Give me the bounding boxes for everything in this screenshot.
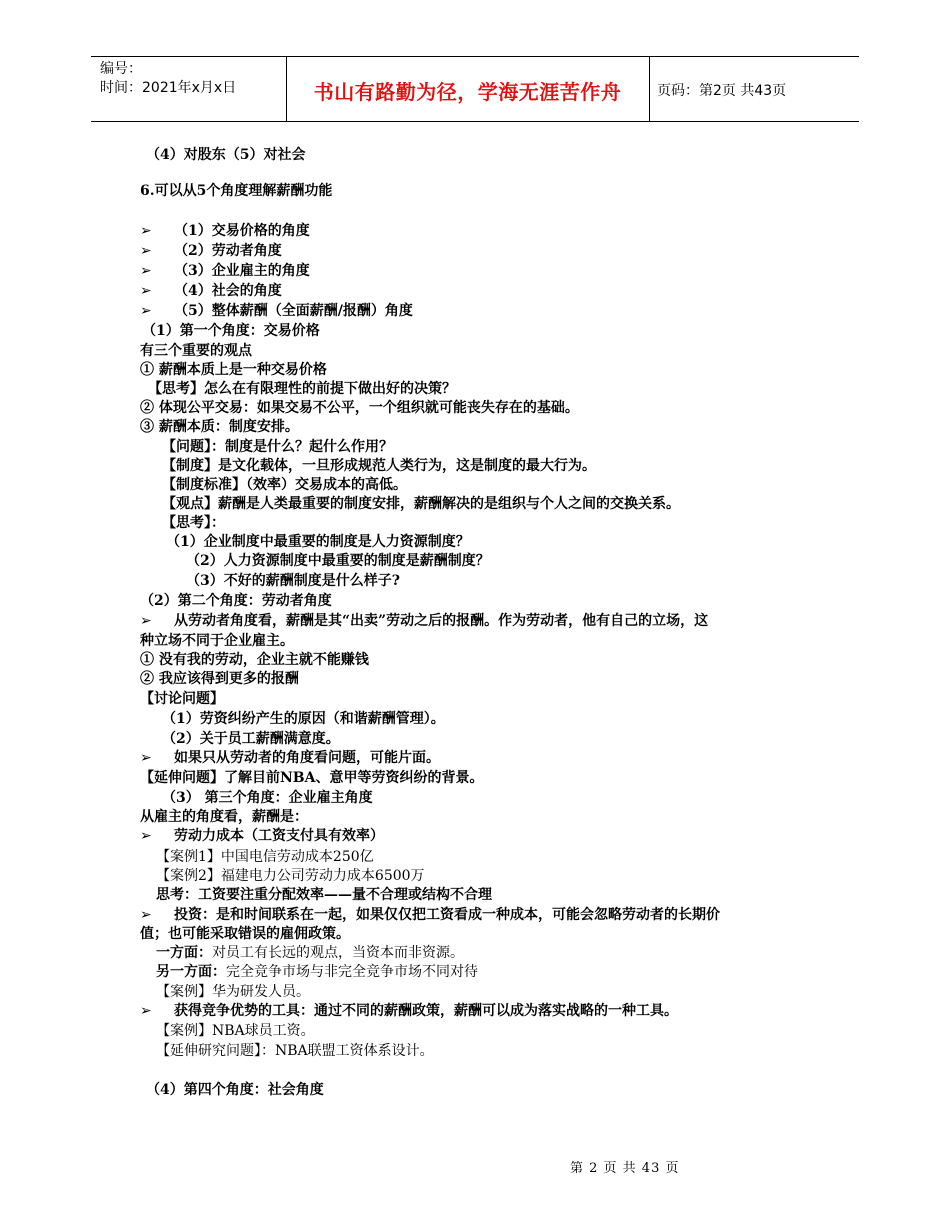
text-line: （2）人力资源制度中最重要的制度是薪酬制度？ [186,553,490,569]
bullet-item: ➢ 获得竞争优势的工具：通过不同的薪酬政策，薪酬可以成为落实战略的一种工具。 [140,1003,678,1019]
text-line: 【思考】： [162,515,225,531]
text-line: 一方面：对员工有长远的观点，当资本而非资源。 [156,945,464,961]
text-line: 【案例】华为研发人员。 [156,984,310,1000]
text-line: （1）第一个角度：交易价格 [142,323,320,339]
arrow-bullet-icon: ➢ [140,223,152,239]
text-line: （1）企业制度中最重要的制度是人力资源制度？ [166,534,470,550]
arrow-bullet-icon: ➢ [140,283,152,299]
text-line: ② 我应该得到更多的报酬 [140,671,299,687]
text-line: 另一方面：完全竞争市场与非完全竞争市场不同对待 [156,964,478,980]
bullet-item: ➢ 劳动力成本（工资支付具有效率） [140,828,384,844]
header-meta [100,60,236,98]
text-line: 值；也可能采取错误的雇佣政策。 [140,926,350,942]
header-rule-top [91,56,859,57]
arrow-bullet-icon: ➢ [140,263,152,279]
header-page-code: 页码：第2页 共43页 [657,83,787,99]
arrow-bullet-icon: ➢ [140,828,152,844]
text-line: 【案例1】中国电信劳动成本250亿 [156,849,374,865]
text-line: 【案例】NBA球员工资。 [156,1023,315,1039]
text-line: ② 体现公平交易：如果交易不公平，一个组织就可能丧失存在的基础。 [140,400,579,416]
header-motto: 书山有路勤为径，学海无涯苦作舟 [313,80,622,104]
text-line: 种立场不同于企业雇主。 [140,633,294,649]
text-line: ③ 薪酬本质：制度安排。 [140,419,299,435]
text-line: 【问题】：制度是什么？起什么作用？ [162,439,393,455]
text-line: 从雇主的角度看，薪酬是： [140,809,308,825]
bullet-item: ➢ （4）社会的角度 [140,283,282,299]
header-divider-2 [649,56,650,121]
text-line: 【制度标准】（效率）交易成本的高低。 [162,477,407,493]
text-line: 【讨论问题】 [140,691,224,707]
bullet-item: ➢ （3）企业雇主的角度 [140,263,310,279]
text-line: （1）劳资纠纷产生的原因（和谐薪酬管理）。 [162,711,445,727]
text-line: 【观点】薪酬是人类最重要的制度安排，薪酬解决的是组织与个人之间的交换关系。 [162,496,680,512]
bullet-item: ➢ （2）劳动者角度 [140,243,282,259]
header-rule-bottom [91,121,859,122]
text-line: （4）对股东（5）对社会 [146,147,306,163]
text-line: 【案例2】福建电力公司劳动力成本6500万 [156,868,425,884]
text-line: 【延伸研究问题】：NBA联盟工资体系设计。 [156,1043,434,1059]
text-line: 【思考】怎么在有限理性的前提下做出好的决策？ [148,381,456,397]
arrow-bullet-icon: ➢ [140,907,152,923]
arrow-bullet-icon: ➢ [140,613,152,629]
text-line: 【延伸问题】了解目前NBA、意甲等劳资纠纷的背景。 [140,770,484,786]
text-line: ① 薪酬本质上是一种交易价格 [140,362,327,378]
text-line: （2）第二个角度：劳动者角度 [140,593,332,609]
bullet-item: ➢ 如果只从劳动者的角度看问题，可能片面。 [140,750,440,766]
arrow-bullet-icon: ➢ [140,303,152,319]
text-line: ① 没有我的劳动，企业主就不能赚钱 [140,652,369,668]
section-heading: 6.可以从5个角度理解薪酬功能 [140,183,333,199]
doc-time: 时间：2021年x月x日 [100,80,237,96]
text-line: 【制度】是文化载体，一旦形成规范人类行为，这是制度的最大行为。 [162,458,596,474]
bullet-item: ➢ （5）整体薪酬（全面薪酬/报酬）角度 [140,303,413,319]
text-line: （3） 第三个角度：企业雇主角度 [162,790,373,806]
text-line: （2）关于员工薪酬满意度。 [162,731,340,747]
bullet-item: ➢ （1）交易价格的角度 [140,223,310,239]
text-line: 有三个重要的观点 [140,343,252,359]
bullet-item: ➢ 投资：是和时间联系在一起，如果仅仅把工资看成一种成本，可能会忽略劳动者的长期价 [140,907,720,923]
doc-number-label: 编号： [100,61,142,77]
arrow-bullet-icon: ➢ [140,750,152,766]
text-line: 思考：工资要注重分配效率——量不合理或结构不合理 [156,887,492,903]
page-footer: 第 2 页 共 43 页 [570,1161,680,1176]
text-line: （4）第四个角度：社会角度 [146,1082,324,1098]
arrow-bullet-icon: ➢ [140,243,152,259]
text-line: （3）不好的薪酬制度是什么样子? [186,573,400,589]
bullet-item: ➢ 从劳动者角度看，薪酬是其“出卖”劳动之后的报酬。作为劳动者，他有自己的立场，这 [140,613,709,629]
arrow-bullet-icon: ➢ [140,1003,152,1019]
